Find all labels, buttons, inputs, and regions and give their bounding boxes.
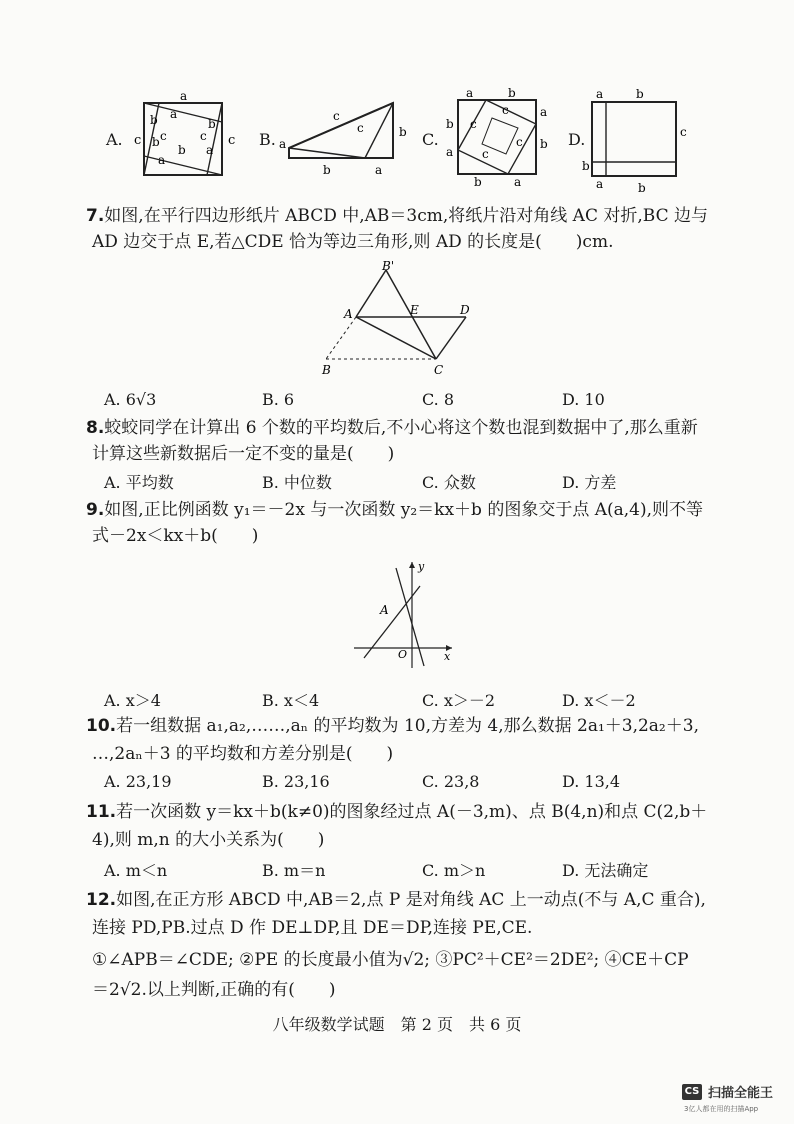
- figure-label: c: [357, 121, 364, 135]
- figure-square-rotated: [442, 88, 568, 188]
- label: b: [208, 117, 216, 131]
- q7-option-d[interactable]: D. 10: [562, 390, 605, 409]
- figure-label: A: [344, 307, 353, 321]
- q7-figure-parallelogram: [316, 260, 496, 378]
- figure-label: y: [418, 560, 425, 573]
- label: b: [150, 113, 158, 127]
- figure-label: a: [279, 137, 287, 151]
- figure-label: b: [582, 159, 590, 173]
- q7-line1: 7.如图,在平行四边形纸片 ABCD 中,AB＝3cm,将纸片沿对角线 AC 对折,BC 边与: [86, 206, 708, 226]
- figure-label: b: [446, 117, 454, 131]
- scanner-tagline: 3亿人都在用的扫描App: [684, 1105, 759, 1113]
- figure-label: B': [382, 260, 395, 273]
- q11-line1: 11.若一次函数 y＝kx＋b(k≠0)的图象经过点 A(－3,m)、点 B(4,n)和点 C(2,b＋: [86, 802, 708, 822]
- scanner-app-name: 扫描全能王: [708, 1086, 774, 1101]
- figure-label: a: [514, 175, 522, 188]
- q8-option-d[interactable]: D. 方差: [562, 473, 617, 492]
- figure-label: b: [474, 175, 482, 188]
- figure-label: D: [460, 303, 470, 317]
- q8-line2: 计算这些新数据后一定不变的量是( ): [92, 444, 395, 464]
- figure-label: C: [434, 363, 444, 377]
- figure-label: c: [333, 109, 340, 123]
- q11-line2: 4),则 m,n 的大小关系为( ): [92, 830, 325, 850]
- q11-option-c[interactable]: C. m＞n: [422, 861, 486, 880]
- q9-option-b[interactable]: B. x＜4: [262, 691, 320, 710]
- figure-label: b: [323, 163, 331, 177]
- figure-trapezoid: [275, 88, 415, 188]
- q7-option-a[interactable]: A. 6√3: [104, 390, 157, 409]
- scanner-logo-icon: CS: [682, 1084, 702, 1100]
- figure-label: a: [466, 88, 474, 100]
- option-letter: B.: [259, 130, 276, 149]
- figure-divided-square: [582, 88, 698, 196]
- figure-label: c: [680, 125, 687, 139]
- q9-line1: 9.如图,正比例函数 y₁＝－2x 与一次函数 y₂＝kx＋b 的图象交于点 A(a,4),则不等: [86, 500, 704, 520]
- q12-line4: ＝2√2.以上判断,正确的有( ): [92, 980, 336, 1000]
- figure-label: a: [446, 145, 454, 159]
- q8-line1: 8.蛟蛟同学在计算出 6 个数的平均数后,不小心将这个数也混到数据中了,那么重新: [86, 418, 698, 438]
- figure-label: a: [540, 105, 548, 119]
- q7-line2: AD 边交于点 E,若△CDE 恰为等边三角形,则 AD 的长度是( )cm.: [92, 232, 614, 252]
- q11-option-d[interactable]: D. 无法确定: [562, 861, 649, 880]
- label: c: [228, 133, 236, 148]
- q9-line2: 式－2x＜kx＋b( ): [92, 526, 259, 546]
- q7-option-b[interactable]: B. 6: [262, 390, 295, 409]
- label: a: [170, 107, 178, 121]
- figure-label: B: [322, 363, 331, 377]
- figure-label: b: [399, 125, 407, 139]
- q11-option-a[interactable]: A. m＜n: [104, 861, 168, 880]
- q11-option-b[interactable]: B. m＝n: [262, 861, 326, 880]
- option-letter: C.: [422, 130, 439, 149]
- label: c: [200, 129, 207, 143]
- label: b: [152, 135, 160, 149]
- q12-line2: 连接 PD,PB.过点 D 作 DE⊥DP,且 DE＝DP,连接 PE,CE.: [92, 918, 533, 938]
- figure-label: A: [380, 603, 389, 617]
- q9-figure-function-graph: [350, 556, 460, 672]
- figure-label: a: [596, 177, 604, 191]
- q9-option-d[interactable]: D. x＜－2: [562, 691, 636, 710]
- q10-option-d[interactable]: D. 13,4: [562, 772, 621, 791]
- q10-option-b[interactable]: B. 23,16: [262, 772, 330, 791]
- q8-option-b[interactable]: B. 中位数: [262, 473, 332, 492]
- label: c: [160, 129, 167, 143]
- q6-option-c: [418, 88, 568, 188]
- q6-option-a: [100, 88, 250, 188]
- q6-option-b: [255, 88, 415, 188]
- figure-label: a: [596, 88, 604, 101]
- q8-option-a[interactable]: A. 平均数: [104, 473, 174, 492]
- q10-option-a[interactable]: A. 23,19: [104, 772, 172, 791]
- q12-line3: ①∠APB＝∠CDE; ②PE 的长度最小值为√2; ③PC²＋CE²＝2DE²; ④CE＋CP: [92, 950, 689, 970]
- option-letter: D.: [568, 130, 586, 149]
- q7-option-c[interactable]: C. 8: [422, 390, 455, 409]
- label: a: [158, 153, 166, 167]
- page-footer: 八年级数学试题 第 2 页 共 6 页: [272, 1015, 522, 1034]
- label: a: [180, 89, 188, 103]
- figure-label: b: [638, 181, 646, 195]
- figure-label: x: [444, 650, 451, 663]
- figure-label: b: [636, 88, 644, 101]
- q12-line1: 12.如图,在正方形 ABCD 中,AB＝2,点 P 是对角线 AC 上一动点(不与 A,C 重合),: [86, 890, 706, 910]
- figure-label: b: [508, 88, 516, 100]
- label: b: [178, 143, 186, 157]
- figure-label: a: [375, 163, 383, 177]
- figure-label: c: [516, 135, 523, 149]
- option-letter: A.: [106, 130, 123, 149]
- figure-label: E: [410, 303, 419, 317]
- figure-label: c: [470, 117, 477, 131]
- figure-label: O: [398, 648, 408, 661]
- label: a: [206, 143, 214, 157]
- figure-label: b: [540, 137, 548, 151]
- figure-label: c: [482, 147, 489, 161]
- figure-square-four-triangles: [122, 88, 250, 188]
- figure-label: c: [502, 103, 509, 117]
- q9-option-a[interactable]: A. x＞4: [104, 691, 161, 710]
- q10-option-c[interactable]: C. 23,8: [422, 772, 480, 791]
- q10-line2: …,2aₙ＋3 的平均数和方差分别是( ): [92, 744, 394, 764]
- q8-option-c[interactable]: C. 众数: [422, 473, 476, 492]
- q6-option-d: [568, 88, 698, 196]
- q9-option-c[interactable]: C. x＞－2: [422, 691, 496, 710]
- label: c: [134, 133, 142, 148]
- q10-line1: 10.若一组数据 a₁,a₂,……,aₙ 的平均数为 10,方差为 4,那么数据 2a₁＋3,2a₂＋3,: [86, 716, 699, 736]
